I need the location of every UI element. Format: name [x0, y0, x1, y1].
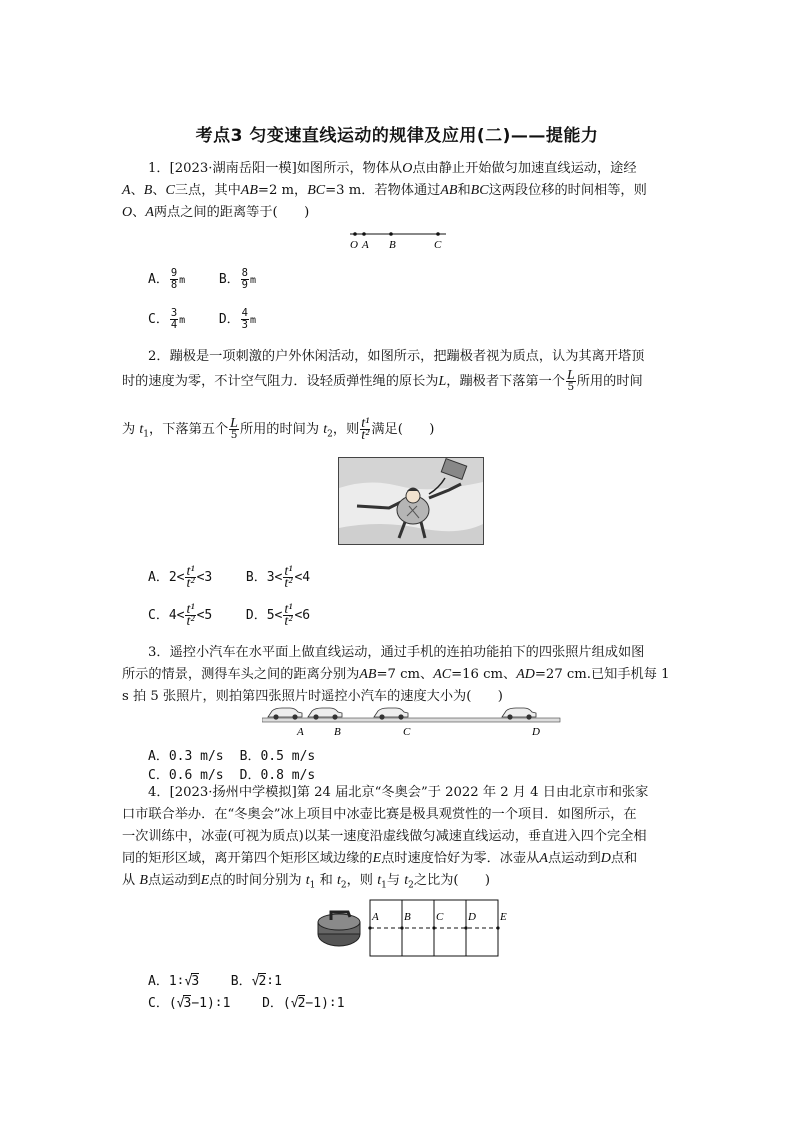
q1-text: 、: [132, 205, 146, 220]
q2-option-b-label[interactable]: B．: [245, 570, 267, 585]
q1-var: BC: [307, 183, 326, 198]
q4-var: E: [200, 873, 210, 888]
q3-text: =16 cm、: [451, 667, 517, 682]
q4-text: 点的时间分别为: [209, 873, 306, 888]
q4-line5: [122, 870, 490, 897]
q3-option-d[interactable]: D．0.8 m/s: [239, 768, 316, 783]
q2-sub: 1: [143, 429, 150, 440]
q4-text: 点和: [610, 851, 638, 866]
q3-cars-figure: [262, 702, 562, 738]
frac-den: t²: [284, 614, 293, 629]
page-title: 考点3 匀变速直线运动的规律及应用(二)——提能力: [195, 126, 599, 146]
q1-option-a-label[interactable]: A．: [148, 272, 169, 287]
q2-text: ，下落第五个: [149, 422, 229, 437]
q2-text: 所用的时间为: [239, 422, 324, 437]
sqrt-icon: √: [251, 974, 260, 989]
q3-options-row1: [148, 745, 315, 764]
q2-options-row2: [148, 604, 310, 627]
q2-line2: [122, 370, 643, 393]
q4-option-c-post: −1)∶1: [191, 996, 231, 1011]
q2-option-c-label[interactable]: C．: [148, 608, 169, 623]
frac-num: t¹: [186, 602, 195, 617]
q2-option-b-frac: [283, 566, 293, 589]
q1-text: 两点之间的距离等于( ): [153, 205, 310, 220]
q1-option-b-frac: [241, 268, 249, 291]
q4-option-d-post: −1)∶1: [305, 996, 345, 1011]
q1-text: 1．[2023·湖南岳阳一模]如图所示，物体从: [148, 161, 403, 176]
q4-option-b-pre: B．: [230, 974, 252, 989]
q1-options-row2: [148, 308, 256, 331]
q4-option-c[interactable]: [148, 996, 230, 1011]
q1-option-a-frac: [170, 268, 178, 291]
q3-label-b: B: [334, 726, 341, 738]
q1-point-b: [389, 232, 393, 236]
q1-var: C: [165, 183, 175, 198]
q2-text: 满足( ): [371, 422, 435, 437]
q2-frac-l5b: [229, 418, 239, 441]
frac-den: 9: [241, 279, 248, 291]
q4-option-d[interactable]: [262, 996, 344, 1011]
q3-var: AB: [359, 667, 377, 682]
q2-option-a-frac: [185, 566, 195, 589]
q3-label-d: D: [532, 726, 540, 738]
q2-text: 为: [122, 422, 140, 437]
q2-option-c-frac: [185, 604, 195, 627]
q1-var: AB: [440, 183, 458, 198]
q4-label-a: A: [372, 911, 379, 923]
q4-var: t: [377, 873, 382, 888]
q4-options-row1: [148, 970, 282, 989]
q4-option-a[interactable]: [148, 974, 199, 989]
q1-figure-line: [344, 226, 454, 250]
q3-option-a[interactable]: A．0.3 m/s: [148, 749, 224, 764]
q3-line2: [122, 664, 670, 686]
q4-label-e: E: [500, 911, 507, 923]
q1-option-d-label[interactable]: D．: [218, 312, 240, 327]
q2-option-c-lo: 4<: [168, 608, 185, 623]
q4-text: 和: [315, 873, 337, 888]
q4-var: D: [600, 851, 611, 866]
q4-option-b-post: ∶1: [266, 974, 282, 989]
q3-var: AC: [433, 667, 452, 682]
frac-den: 4: [170, 319, 178, 331]
frac-den: t²: [186, 576, 195, 591]
q2-option-b-hi: <4: [294, 570, 311, 585]
q4-sub: 1: [309, 880, 316, 891]
q1-text: 、: [152, 183, 166, 198]
q1-text: 这两段位移的时间相等，则: [488, 183, 647, 198]
unit: m: [179, 315, 186, 326]
q2-option-b-lo: 3<: [266, 570, 283, 585]
q1-text: 三点，其中: [174, 183, 241, 198]
q3-text: 所示的情景，测得车头之间的距离分别为: [122, 667, 360, 682]
q4-option-a-pre: A．1∶: [148, 974, 185, 989]
q1-var: O: [122, 205, 133, 220]
q2-var: t: [323, 422, 328, 437]
q2-text: 时的速度为零，不计空气阻力．设轻质弹性绳的原长为: [122, 374, 439, 389]
q4-var: t: [305, 873, 310, 888]
frac-num: 4: [241, 307, 248, 319]
q2-line1: 2．蹦极是一项刺激的户外休闲活动，如图所示，把蹦极者视为质点，认为其离开塔顶: [148, 349, 645, 364]
q2-text: 所用的时间: [576, 374, 643, 389]
q1-var: AB: [240, 183, 258, 198]
q4-var: t: [404, 873, 409, 888]
q1-var: A: [145, 205, 154, 220]
q4-var: E: [372, 851, 382, 866]
q2-text: ，蹦极者下落第一个: [446, 374, 565, 389]
frac-num: 9: [170, 267, 178, 279]
sqrt-icon: √: [290, 996, 299, 1011]
radicand: 2: [258, 974, 267, 989]
q1-point-a: [362, 232, 366, 236]
frac-den: t²: [284, 576, 293, 591]
q1-line1: [148, 158, 637, 180]
frac-num: L: [566, 368, 575, 383]
q1-options-row1: [148, 268, 256, 291]
q2-option-a-hi: <3: [196, 570, 213, 585]
q3-label-a: A: [297, 726, 304, 738]
q2-option-d-lo: 5<: [266, 608, 283, 623]
q2-option-a-lo: 2<: [168, 570, 185, 585]
q1-text: 点由静止开始做匀加速直线运动，途经: [412, 161, 637, 176]
q4-curling-figure: [312, 898, 522, 960]
q2-option-d-hi: <6: [294, 608, 311, 623]
q1-var: A: [122, 183, 131, 198]
q4-label-c: C: [436, 911, 444, 923]
q4-line1: 4．[2023·扬州中学模拟]第 24 届北京“冬奥会”于 2022 年 2 月 4 日由北京市和张家: [148, 785, 649, 800]
q4-sub: 2: [340, 880, 347, 891]
q1-option-c-label[interactable]: C．: [148, 312, 169, 327]
q4-var: A: [539, 851, 548, 866]
q3-line3: s 拍 5 张照片，则拍第四张照片时遥控小汽车的速度大小为( ): [122, 689, 503, 704]
frac-num: t¹: [361, 416, 370, 431]
q2-option-a-label[interactable]: A．: [148, 570, 169, 585]
q3-text: =27 cm.已知手机每 1: [534, 667, 670, 682]
frac-den: 5: [230, 429, 238, 441]
unit: m: [179, 275, 186, 286]
q2-option-c-hi: <5: [196, 608, 213, 623]
q3-options-row2: [148, 764, 315, 783]
q4-text: 同的矩形区域，离开第四个矩形区域边缘的: [122, 851, 373, 866]
q2-line3: [122, 418, 434, 446]
q4-line4: [122, 848, 637, 870]
frac-num: 8: [241, 267, 248, 279]
q1-var: BC: [470, 183, 489, 198]
frac-num: t¹: [284, 564, 293, 579]
q4-options-row2: [148, 992, 345, 1011]
q4-label-b: B: [404, 911, 411, 923]
q4-line2: 口市联合举办．在“冬奥会”冰上项目中冰壶比赛是极具观赏性的一个项目．如图所示，在: [122, 807, 637, 822]
q1-label-o: O: [350, 239, 358, 250]
q1-line3: [122, 202, 309, 224]
radicand: 3: [191, 974, 200, 989]
q4-line3: 一次训练中，冰壶(可视为质点)以某一速度沿虚线做匀减速直线运动，垂直进入四个完全相: [122, 829, 647, 844]
q4-sub: 2: [408, 880, 414, 891]
curling-stone-icon: [318, 912, 360, 946]
q1-text: 、: [130, 183, 144, 198]
q2-frac-l5: [566, 370, 576, 393]
q4-text: 点运动到: [147, 873, 201, 888]
q3-label-c: C: [403, 726, 411, 738]
q2-text: ，则: [332, 422, 360, 437]
frac-den: 3: [241, 319, 248, 331]
q4-label-d: D: [468, 911, 476, 923]
q4-text: 点时速度恰好为零．冰壶从: [381, 851, 540, 866]
q4-var: t: [336, 873, 341, 888]
q1-label-b: B: [389, 239, 396, 250]
q1-text: =2 m，: [257, 183, 308, 198]
q4-text: 从: [122, 873, 140, 888]
q4-option-d-pre: D．(: [262, 996, 291, 1011]
q1-point-c: [436, 232, 440, 236]
q2-options-row1: [148, 566, 310, 589]
q1-text: 和: [457, 183, 471, 198]
q1-point-o: [353, 232, 357, 236]
radicand: 3: [183, 996, 192, 1011]
q1-line2: [122, 180, 647, 202]
frac-den: 5: [567, 381, 575, 393]
unit: m: [250, 275, 257, 286]
q4-text: 之比为( ): [413, 873, 491, 888]
q1-label-a: A: [362, 239, 369, 250]
q1-var: O: [402, 161, 413, 176]
q4-text: ，则: [346, 873, 378, 888]
q1-option-d-frac: [241, 308, 249, 331]
q1-option-b-label[interactable]: B．: [218, 272, 240, 287]
q3-option-c[interactable]: C．0.6 m/s: [148, 768, 224, 783]
q3-var: AD: [516, 667, 535, 682]
q1-var: B: [143, 183, 153, 198]
frac-num: 3: [170, 307, 178, 319]
sqrt-icon: √: [176, 996, 185, 1011]
sqrt-icon: √: [184, 974, 193, 989]
q1-text: =3 m．若物体通过: [325, 183, 441, 198]
q4-option-b[interactable]: [231, 974, 282, 989]
q4-option-c-pre: C．(: [148, 996, 177, 1011]
frac-num: t¹: [186, 564, 195, 579]
q4-text: 与: [386, 873, 405, 888]
q4-var: B: [139, 873, 148, 888]
q3-ground: [262, 718, 560, 722]
bungee-image: [338, 457, 484, 545]
q2-option-d-label[interactable]: D．: [245, 608, 267, 623]
q3-text: =7 cm、: [376, 667, 434, 682]
frac-den: t²: [361, 428, 370, 443]
q3-line1: 3．遥控小汽车在水平面上做直线运动，通过手机的连拍功能拍下的四张照片组成如图: [148, 645, 645, 660]
q4-sub: 1: [381, 880, 387, 891]
q2-sub: 2: [327, 429, 333, 440]
q1-option-c-frac: [170, 308, 178, 331]
frac-den: t²: [186, 614, 195, 629]
q4-text: 点运动到: [547, 851, 601, 866]
radicand: 2: [297, 996, 306, 1011]
unit: m: [250, 315, 257, 326]
q2-ratio-frac: [360, 418, 370, 441]
bungee-drawing: [339, 458, 483, 544]
q1-label-c: C: [434, 239, 442, 250]
frac-den: 8: [170, 279, 178, 291]
q3-option-b[interactable]: B．0.5 m/s: [239, 749, 316, 764]
frac-num: L: [230, 416, 238, 431]
q2-var: t: [139, 422, 144, 437]
frac-num: t¹: [284, 602, 293, 617]
q2-var: L: [438, 374, 447, 389]
q2-option-d-frac: [283, 604, 293, 627]
